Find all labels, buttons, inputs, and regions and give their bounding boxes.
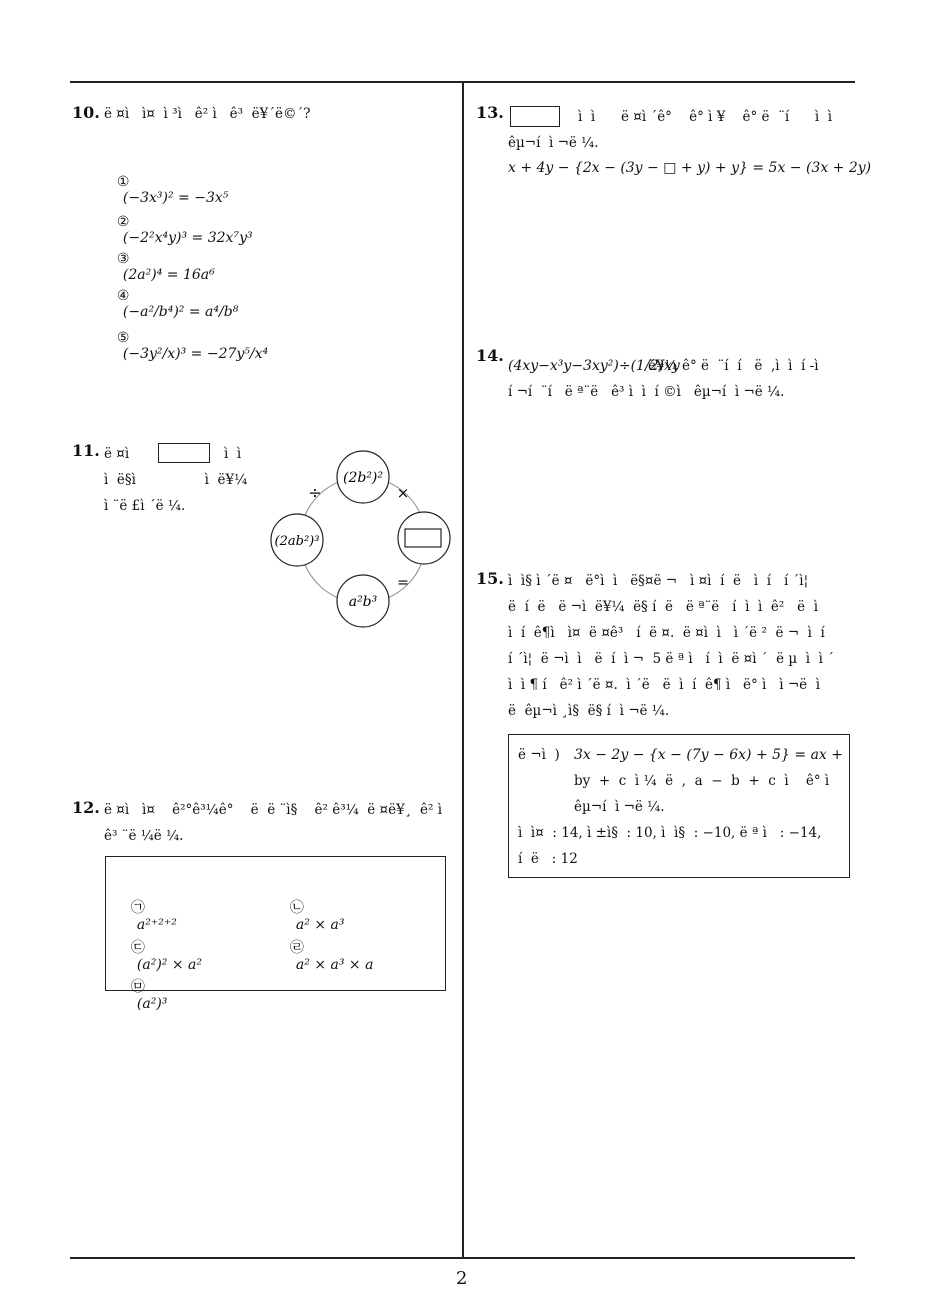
option-expr: (−3y²/x)³ = −27y⁵/x⁴: [122, 346, 269, 362]
q15-box-line2: by + c ì ¼ ë , a − b + c ì ê° ì: [574, 773, 830, 789]
option-expr: (−2²x⁴y)³ = 32x⁷y³: [122, 230, 253, 246]
q15-box-line1-prefix: ë ¬ì ): [518, 747, 560, 763]
q14-number: 14.: [476, 346, 504, 365]
option-mark: ④: [116, 288, 130, 304]
q12-text-line1: ë ¤ì ì¤ ê²°ê³¼ê° ë ë ¨ì§ ê² ê³¼ ë ¤ë¥¸ ê² ì: [104, 802, 443, 818]
option-expr: a²⁺²⁺²: [136, 917, 177, 933]
q15-text-line5: ì ì ¶ í ê² ì ´ë ¤. ì ´ë ë ì í ê¶ ì ë° ì ì ¬ë ì: [508, 677, 821, 693]
q10-text: ë ¤ì ì¤ ì ³ì ê² ì ê³ ë¥´ë©´?: [104, 106, 311, 122]
q14-expression: (4xy−x³y−3xy²)÷(1/2)xy: [508, 358, 680, 374]
option-mark: ㉡: [289, 900, 304, 916]
q11-text-line2: ì ë§ì ì ë¥¼: [104, 472, 248, 488]
option-mark: ①: [116, 174, 130, 190]
option-mark: ②: [116, 214, 130, 230]
answer-blank: [158, 443, 210, 463]
option-mark: ③: [116, 251, 130, 267]
option-mark: ⑤: [116, 330, 130, 346]
option-expr: a² × a³ × a: [295, 957, 374, 973]
q15-box-line5: í ë : 12: [518, 851, 578, 867]
q11-text-line3: ì ¨ë £ì ´ë ¼.: [104, 498, 186, 514]
q12-option-d: [281, 921, 373, 973]
q11-number: 11.: [72, 441, 100, 460]
q12-number: 12.: [72, 798, 100, 817]
option-mark: ㉠: [130, 900, 145, 916]
divide-operator: ÷: [308, 483, 322, 502]
multiply-operator: ×: [396, 484, 410, 502]
answer-blank: [510, 106, 560, 127]
node-left-label: (2ab²)³: [274, 534, 320, 549]
q10-option-4: [108, 272, 238, 320]
q15-box-line1-math: 3x − 2y − {x − (7y − 6x) + 5} = ax +: [574, 747, 843, 763]
q13-equation: x + 4y − {2x − (3y − □ + y) + y} = 5x − (3x + 2y): [508, 160, 872, 176]
q11-text-trail: ì ì: [224, 446, 242, 462]
option-expr: (a²)³: [136, 996, 168, 1012]
node-top-label: (2b²)²: [342, 470, 384, 486]
column-divider: [462, 82, 464, 1258]
q12-text-line2: ê³ ¨ë ¼ë ¼.: [104, 828, 184, 844]
node-right-blank: [405, 529, 441, 547]
option-expr: (−a²/b⁴)² = a⁴/b⁸: [122, 304, 239, 320]
q14-text-line2: í ¬í ¨í ë ª¨ë ê³ ì ì í ©ì êµ¬í ì ¬ë ¼.: [508, 384, 785, 400]
option-expr: (a²)² × a²: [136, 957, 202, 973]
q15-text-line4: í ´ì¦ ë ¬ì ì ë í ì ¬ 5 ë ª ì í ì ë ¤ì ´ ë µ ì ì ´: [508, 651, 835, 667]
q15-text-line1: ì ì§ ì ´ë ¤ ë°ì ì ë§¤ë ¬ ì ¤ì í ë ì í í ´ì¦: [508, 573, 809, 589]
option-mark: ㉤: [130, 979, 145, 995]
q13-text-line2: êµ¬í ì ¬ë ¼.: [508, 135, 599, 151]
q10-option-5: [108, 314, 268, 362]
node-bottom-label: a²b³: [348, 594, 378, 610]
option-mark: ㉢: [130, 940, 145, 956]
equals-operator: =: [397, 575, 409, 591]
option-expr: a² × a³: [295, 917, 345, 933]
option-expr: (−3x³)² = −3x⁵: [122, 190, 229, 206]
q15-box-line4: ì ì¤ : 14, ì ±ì§ : 10, ì ì§ : −10, ë ª ì : −14,: [518, 825, 822, 841]
q12-option-e: [122, 960, 167, 1012]
q10-number: 10.: [72, 103, 100, 122]
q15-number: 15.: [476, 569, 504, 588]
option-expr: (2a²)⁴ = 16a⁶: [122, 267, 215, 283]
q11-text-line1: ë ¤ì: [104, 446, 130, 462]
q14-text-line1: ë¥¼ ê° ë ¨í í ë ,ì ì í -ì: [648, 358, 819, 374]
q15-box-line3: êµ¬í ì ¬ë ¼.: [574, 799, 665, 815]
q15-text-line6: ë êµ¬ì ¸ì§ ë§ í ì ¬ë ¼.: [508, 703, 670, 719]
option-mark: ㉣: [289, 940, 304, 956]
q13-text-line1: ì ì ë ¤ì ´ê° ê° ì ¥ ê° ë ¨í ì ì: [578, 109, 833, 125]
q11-cycle-diagram: [268, 450, 458, 630]
page-number: 2: [456, 1268, 468, 1289]
bottom-rule: [70, 1257, 855, 1259]
q15-text-line3: ì í ê¶ì ì¤ ë ¤ê³ í ë ¤. ë ¤ì ì ì ´ë ² ë ¬ ì í: [508, 625, 825, 641]
q13-number: 13.: [476, 103, 504, 122]
q15-text-line2: ë í ë ë ¬ì ë¥¼ ë§ í ë ë ª¨ë í ì ì ê² ë ì: [508, 599, 819, 615]
